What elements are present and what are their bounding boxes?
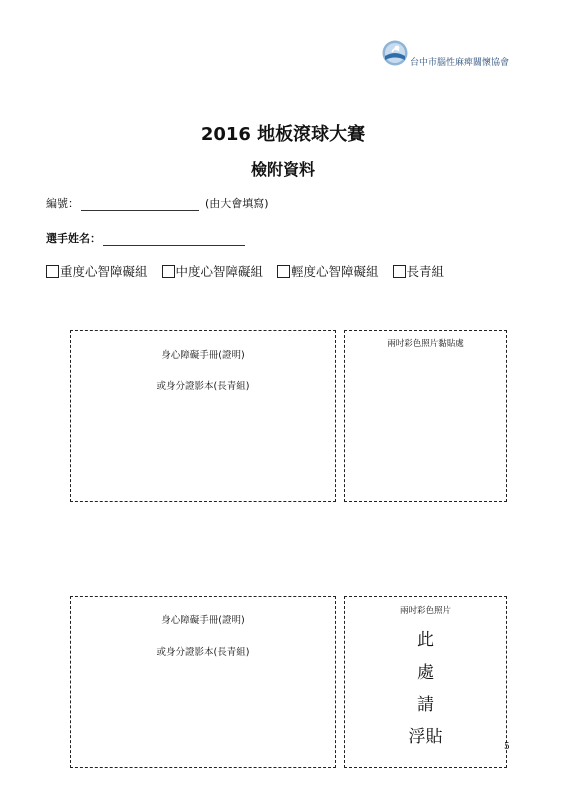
name-field[interactable] (103, 233, 245, 246)
category-option[interactable] (162, 262, 264, 280)
page-title: 2016 地板滾球大賽 (200, 124, 366, 145)
photo-note-char-2: 處 (417, 663, 434, 683)
org-name: 台中市腦性麻痺關懷協會 (410, 58, 510, 68)
number-row (46, 195, 269, 211)
number-note: (由大會填寫) (205, 197, 269, 210)
checkbox[interactable] (162, 265, 175, 278)
number-field[interactable] (81, 198, 199, 211)
checkbox[interactable] (277, 265, 290, 278)
number-label: 編號： (46, 197, 79, 210)
page-number: 5 (504, 742, 510, 752)
photo-attach-box-2 (344, 596, 507, 768)
category-label: 中度心智障礙組 (175, 264, 264, 279)
document-box-line2: 或身分證影本(長青組) (156, 381, 250, 392)
association-logo-icon (382, 40, 408, 66)
category-label: 長青組 (406, 264, 445, 279)
header-logo (382, 40, 542, 74)
category-option[interactable] (277, 262, 379, 280)
photo-note-char-3: 請 (417, 695, 434, 715)
document-attach-box-1 (70, 330, 336, 502)
document-box-line1: 身心障礙手冊(證明) (161, 350, 245, 361)
name-row (46, 230, 251, 246)
category-options (46, 262, 444, 280)
checkbox[interactable] (393, 265, 406, 278)
document-box-line2: 或身分證影本(長青組) (156, 647, 250, 658)
category-label: 重度心智障礙組 (60, 264, 148, 279)
photo-box-label: 兩吋彩色照片黏貼處 (387, 339, 464, 349)
photo-note-char-4: 浮貼 (408, 727, 443, 747)
checkbox[interactable] (46, 265, 59, 278)
category-label: 輕度心智障礙組 (291, 264, 379, 279)
category-option[interactable] (46, 262, 148, 280)
page-subtitle: 檢附資料 (250, 160, 315, 179)
category-option[interactable] (393, 262, 445, 280)
photo-attach-box-1 (344, 330, 507, 502)
document-box-line1: 身心障礙手冊(證明) (161, 615, 245, 626)
photo-box-label: 兩吋彩色照片 (399, 606, 451, 616)
photo-note-char-1: 此 (417, 630, 434, 650)
name-label: 選手姓名： (46, 232, 101, 245)
document-attach-box-2 (70, 596, 336, 768)
